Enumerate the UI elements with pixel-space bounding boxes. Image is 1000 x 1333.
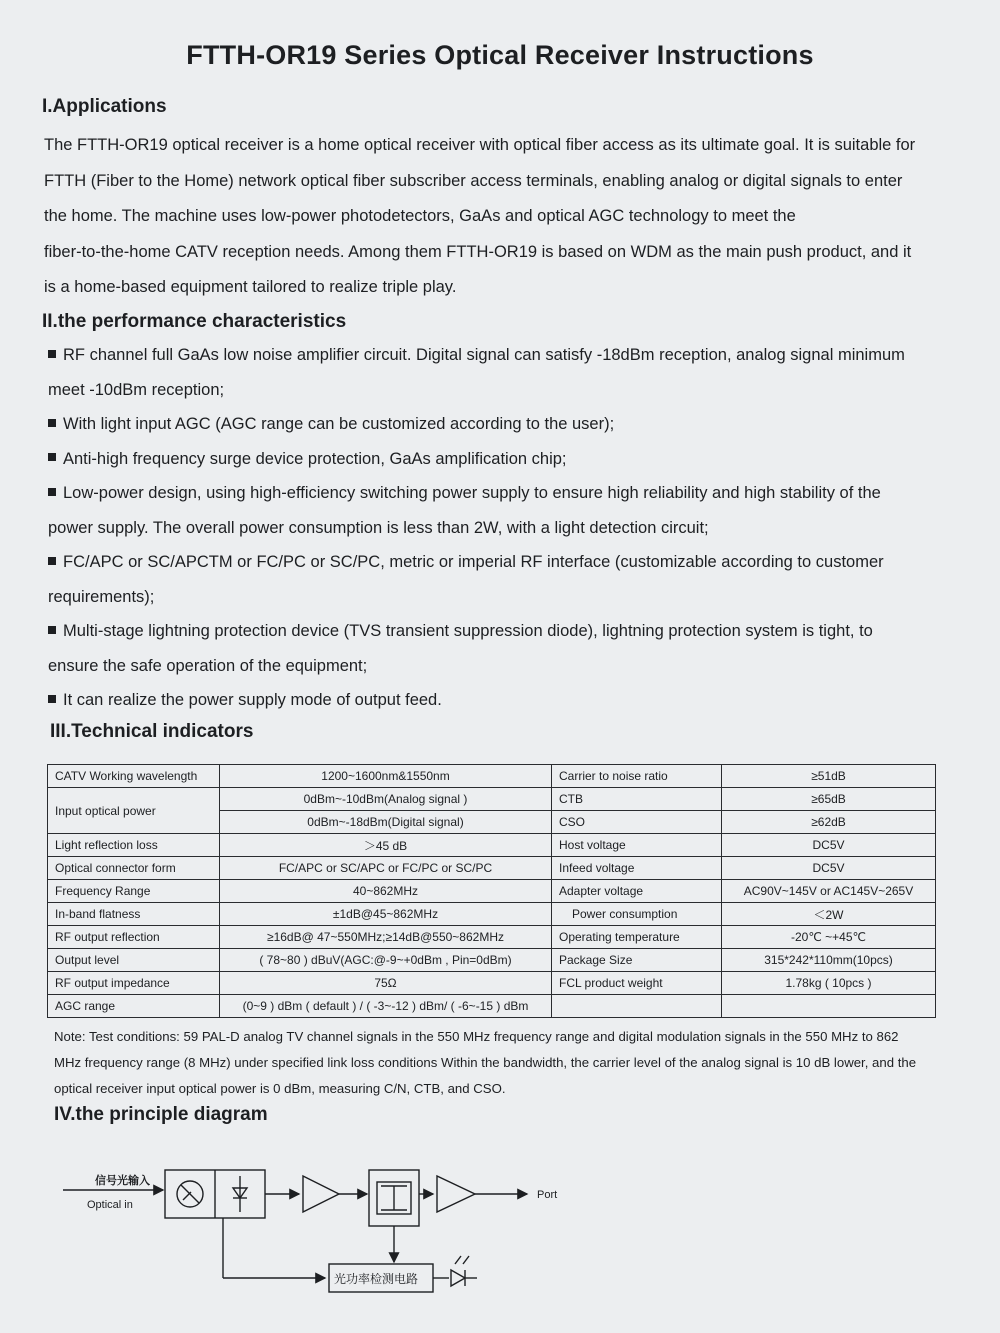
performance-text: Multi-stage lightning protection device (TVS transient suppression diode), lightning protection system is tight, to [63, 622, 873, 640]
bullet-square-icon [48, 695, 56, 703]
spec-value: DC5V [722, 857, 936, 880]
spec-label: Optical connector form [48, 857, 220, 880]
spec-value: ≥65dB [722, 788, 936, 811]
performance-continuation [48, 511, 958, 546]
spec-value: DC5V [722, 834, 936, 857]
applications-paragraph [44, 128, 960, 306]
table-row [48, 972, 936, 995]
note-line: Note: Test conditions: 59 PAL-D analog TV channel signals in the 550 MHz frequency range and digital modulation signals in the 550 MHz to 862 [54, 1029, 899, 1044]
spec-label: Package Size [552, 949, 722, 972]
spec-value: ≥51dB [722, 765, 936, 788]
performance-bullet [48, 614, 958, 649]
applications-line: The FTTH-OR19 optical receiver is a home optical receiver with optical fiber access as its ultimate goal. It is suitable for [44, 136, 916, 154]
performance-continuation [48, 373, 958, 408]
spec-label: Carrier to noise ratio [552, 765, 722, 788]
spec-label: Input optical power [48, 788, 220, 834]
performance-text: requirements); [48, 587, 155, 606]
detection-circuit-label: 光功率检测电路 [334, 1272, 419, 1286]
spec-label: CATV Working wavelength [48, 765, 220, 788]
performance-bullet [48, 545, 958, 580]
section-heading-technical: III.Technical indicators [50, 721, 254, 742]
performance-list [48, 338, 958, 718]
table-row [48, 995, 936, 1018]
table-row [48, 903, 936, 926]
table-row [48, 765, 936, 788]
spec-label: CTB [552, 788, 722, 811]
spec-label: Output level [48, 949, 220, 972]
section-heading-diagram: IV.the principle diagram [54, 1104, 268, 1125]
performance-text: FC/APC or SC/APCTM or FC/PC or SC/PC, metric or imperial RF interface (customizable according to customer [63, 553, 884, 571]
table-row [48, 834, 936, 857]
applications-line: is a home-based equipment tailored to realize triple play. [44, 278, 457, 296]
spec-label: FCL product weight [552, 972, 722, 995]
section-heading-performance: II.the performance characteristics [42, 311, 347, 332]
spec-value: AC90V~145V or AC145V~265V [722, 880, 936, 903]
spec-label: Frequency Range [48, 880, 220, 903]
spec-label: Adapter voltage [552, 880, 722, 903]
spec-value: FC/APC or SC/APC or FC/PC or SC/PC [220, 857, 552, 880]
bullet-square-icon [48, 350, 56, 358]
bullet-square-icon [48, 419, 56, 427]
applications-line: FTTH (Fiber to the Home) network optical fiber subscriber access terminals, enabling analog or digital signals to enter [44, 171, 903, 190]
performance-text: Low-power design, using high-efficiency switching power supply to ensure high reliability and high stability of the [63, 484, 881, 502]
spec-value: ＞45 dB [220, 834, 552, 857]
output-amplifier-icon [437, 1176, 475, 1212]
spec-label: AGC range [48, 995, 220, 1018]
spec-label: RF output reflection [48, 926, 220, 949]
spec-label: RF output impedance [48, 972, 220, 995]
note-line: MHz frequency range (8 MHz) under specified link loss conditions Within the bandwidth, the carrier level of the analog signal is 10 dB lower, and the [54, 1055, 917, 1070]
spec-value: ( 78~80 ) dBuV(AGC:@-9~+0dBm , Pin=0dBm) [220, 949, 552, 972]
spec-value: 75Ω [220, 972, 552, 995]
performance-continuation [48, 580, 958, 615]
spec-value: 0dBm~-10dBm(Analog signal ) [220, 788, 552, 811]
performance-text: It can realize the power supply mode of output feed. [63, 691, 442, 709]
port-label: Port [537, 1189, 558, 1201]
spec-label: Infeed voltage [552, 857, 722, 880]
spec-value: -20℃ ~+45℃ [722, 926, 936, 949]
performance-text: meet -10dBm reception; [48, 380, 225, 399]
table-row [48, 857, 936, 880]
spec-label: In-band flatness [48, 903, 220, 926]
spec-value: 0dBm~-18dBm(Digital signal) [220, 811, 552, 834]
bullet-square-icon [48, 488, 56, 496]
spec-label [552, 995, 722, 1018]
bullet-square-icon [48, 557, 56, 565]
table-row [48, 880, 936, 903]
table-row [48, 788, 936, 811]
led-indicator-icon [451, 1270, 465, 1286]
note-line: optical receiver input optical power is 0 dBm, measuring C/N, CTB, and CSO. [54, 1081, 506, 1096]
preamplifier-icon [303, 1176, 339, 1212]
spec-value: ±1dB@45~862MHz [220, 903, 552, 926]
spec-value: ≥62dB [722, 811, 936, 834]
performance-text: ensure the safe operation of the equipment; [48, 656, 368, 675]
performance-continuation [48, 649, 958, 684]
page-title: FTTH-OR19 Series Optical Receiver Instructions [186, 40, 814, 70]
test-conditions-note [54, 1024, 954, 1102]
spec-label: Operating temperature [552, 926, 722, 949]
performance-bullet [48, 338, 958, 373]
spec-value: ＜2W [722, 903, 936, 926]
spec-label: Host voltage [552, 834, 722, 857]
spec-value: 1200~1600nm&1550nm [220, 765, 552, 788]
table-row [48, 926, 936, 949]
spec-value [722, 995, 936, 1018]
performance-bullet [48, 683, 958, 718]
performance-text: With light input AGC (AGC range can be customized according to the user); [63, 415, 615, 433]
table-row [48, 949, 936, 972]
spec-value: 315*242*110mm(10pcs) [722, 949, 936, 972]
optical-input-label: Optical in [87, 1199, 133, 1211]
performance-bullet [48, 407, 958, 442]
bullet-square-icon [48, 626, 56, 634]
applications-line: fiber-to-the-home CATV reception needs. Among them FTTH-OR19 is based on WDM as the main push product, and it [44, 242, 912, 261]
applications-line: the home. The machine uses low-power photodetectors, GaAs and optical AGC technology to meet the [44, 207, 796, 225]
section-heading-applications: I.Applications [42, 96, 167, 117]
performance-text: RF channel full GaAs low noise amplifier circuit. Digital signal can satisfy -18dBm reception, analog signal minimum [63, 346, 905, 364]
performance-bullet [48, 476, 958, 511]
spec-value: 1.78kg ( 10pcs ) [722, 972, 936, 995]
bullet-square-icon [48, 453, 56, 461]
spec-value: (0~9 ) dBm ( default ) / ( -3~-12 ) dBm/ ( -6~-15 ) dBm [220, 995, 552, 1018]
principle-diagram [55, 1160, 615, 1320]
spec-value: 40~862MHz [220, 880, 552, 903]
optical-input-label-cn: 信号光输入 [95, 1175, 150, 1187]
performance-text: Anti-high frequency surge device protection, GaAs amplification chip; [63, 449, 567, 468]
performance-bullet [48, 442, 958, 477]
spec-value: ≥16dB@ 47~550MHz;≥14dB@550~862MHz [220, 926, 552, 949]
performance-text: power supply. The overall power consumption is less than 2W, with a light detection circuit; [48, 518, 709, 537]
technical-indicators-table [47, 764, 936, 1018]
spec-label: Light reflection loss [48, 834, 220, 857]
spec-label: CSO [552, 811, 722, 834]
spec-label: Power consumption [552, 903, 722, 926]
